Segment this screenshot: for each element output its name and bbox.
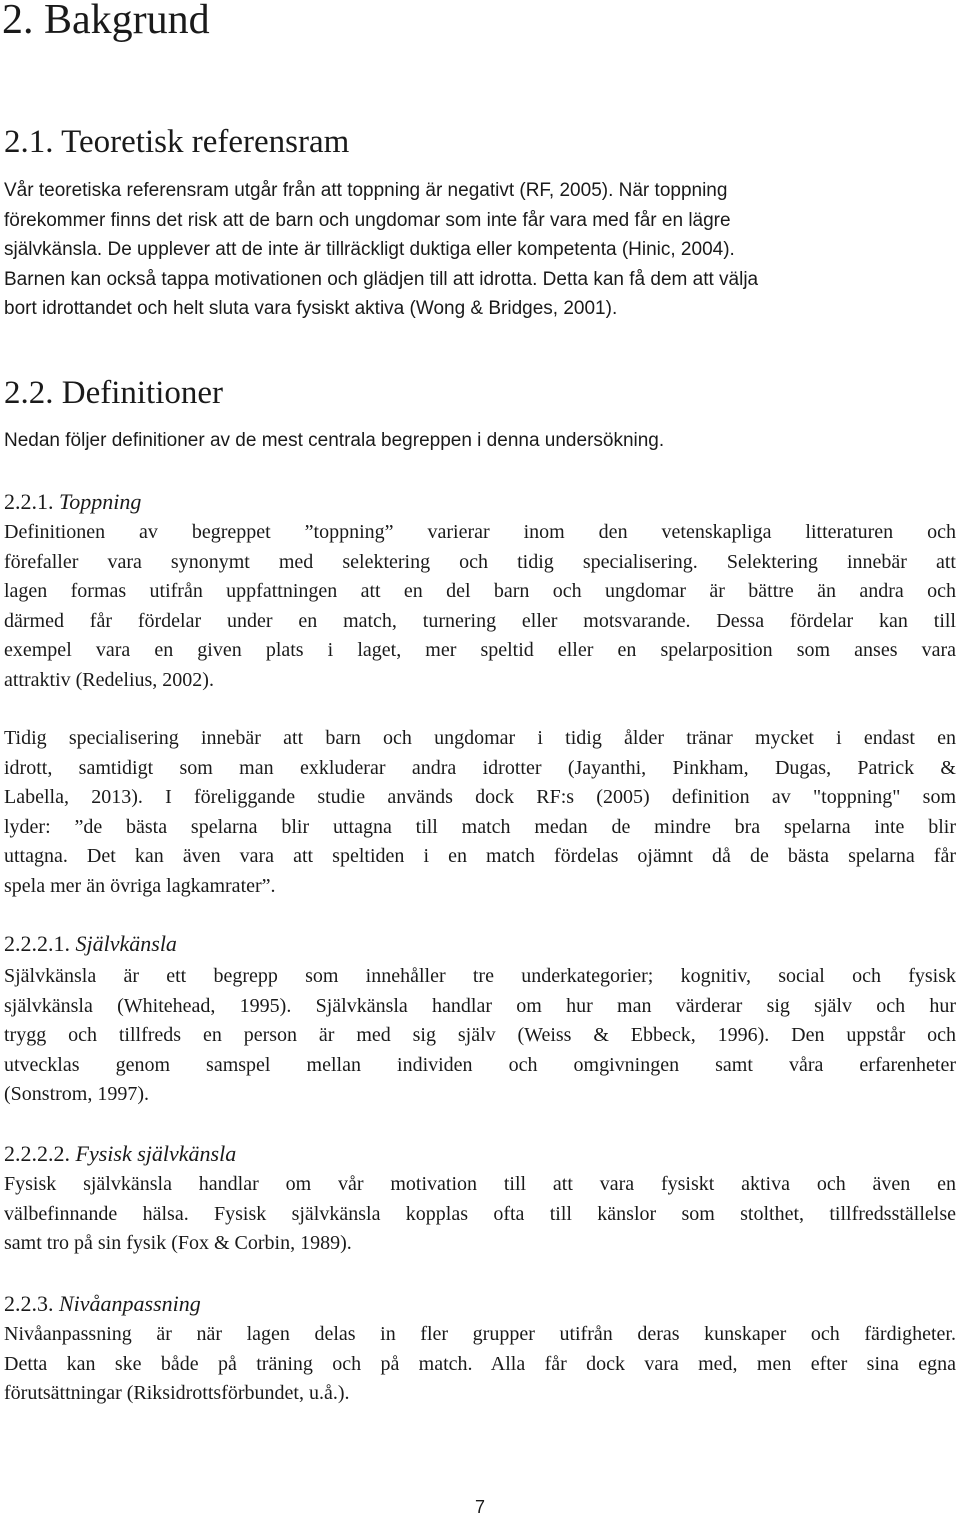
subsection-title: Nivåanpassning <box>59 1291 201 1316</box>
subsection-number: 2.2.2.2. <box>4 1141 70 1166</box>
text-line: förutsättningar (Riksidrottsförbundet, u.å.). <box>4 1382 350 1405</box>
text-line: förekommer finns det risk att de barn och ungdomar som inte får vara med får en lägre <box>4 209 731 231</box>
text-line: Labella, 2013). I föreliggande studie används dock RF:s (2005) definition av "toppning" som <box>4 786 956 809</box>
text-line: välbefinnande hälsa. Fysisk självkänsla kopplas ofta till känslor som stolthet, tillfredsställelse <box>4 1202 956 1225</box>
paragraph-nivaanpassning <box>4 1320 956 1409</box>
paragraph-teoretisk-referensram <box>4 176 956 324</box>
subsection-heading-toppning <box>4 487 141 517</box>
text-line: uttagna. Det kan även vara att speltiden i en match fördelas ojämnt då de bästa spelarna får <box>4 845 956 868</box>
subsection-title: Fysisk självkänsla <box>75 1141 237 1166</box>
paragraph-definitioner <box>4 426 956 456</box>
text-line: Tidig specialisering innebär att barn och ungdomar i tidig ålder tränar mycket i endast en <box>4 727 956 749</box>
subsection-title: Självkänsla <box>75 931 177 956</box>
subsection-number: 2.2.1. <box>4 489 54 514</box>
text-line: Självkänsla är ett begrepp som innehåller tre underkategorier; kognitiv, social och fysisk <box>4 965 956 987</box>
text-line: trygg och tillfreds en person är med sig själv (Weiss & Ebbeck, 1996). Den uppstår och <box>4 1024 956 1047</box>
subsection-title: Toppning <box>59 489 142 514</box>
page-number: 7 <box>474 1497 485 1517</box>
paragraph-tidig-specialisering <box>4 724 956 902</box>
text-line: därmed får fördelar under en match, turnering eller motsvarande. Dessa fördelar kan till <box>4 609 956 632</box>
text-line: (Sonstrom, 1997). <box>4 1083 149 1106</box>
text-line: Detta kan ske både på träning och på match. Alla får dock vara med, men efter sina egna <box>4 1352 956 1375</box>
section-heading-teoretisk-referensram: 2.1. Teoretisk referensram <box>4 124 350 160</box>
text-line: självkänsla. De upplever att de inte är tillräckligt duktiga eller kompetenta (Hinic, 2004). <box>4 239 735 261</box>
text-line: Barnen kan också tappa motivationen och glädjen till att idrotta. Detta kan få dem att välja <box>4 268 759 290</box>
subsection-number: 2.2.3. <box>4 1291 54 1316</box>
text-line: samt tro på sin fysik (Fox & Corbin, 1989). <box>4 1232 352 1255</box>
subsection-heading-sjalvkansla <box>4 929 177 959</box>
text-line: attraktiv (Redelius, 2002). <box>4 668 214 691</box>
text-line: utvecklas genom samspel mellan individen och omgivningen samt våra erfarenheter <box>4 1053 956 1076</box>
subsection-heading-fysisk-sjalvkansla <box>4 1139 236 1169</box>
paragraph-fysisk-sjalvkansla <box>4 1170 956 1259</box>
text-line: förefaller vara synonymt med selektering och tidig specialisering. Selektering innebär att <box>4 550 956 573</box>
section-heading-definitioner: 2.2. Definitioner <box>4 375 224 411</box>
subsection-number: 2.2.2.1. <box>4 931 70 956</box>
text-line: lyder: ”de bästa spelarna blir uttagna till match medan de mindre bra spelarna inte blir <box>4 815 956 838</box>
text-line: Definitionen av begreppet ”toppning” varierar inom den vetenskapliga litteraturen och <box>4 521 956 543</box>
text-line: bort idrottandet och helt sluta vara fysiskt aktiva (Wong & Bridges, 2001). <box>4 298 618 320</box>
text-line: spela mer än övriga lagkamrater”. <box>4 874 276 897</box>
paragraph-toppning-definition <box>4 518 956 696</box>
text-line: exempel vara en given plats i laget, mer speltid eller en spelarposition som anses vara <box>4 639 956 662</box>
text-line: Vår teoretiska referensram utgår från att toppning är negativt (RF, 2005). När toppning <box>4 180 728 201</box>
text-line: Nivåanpassning är när lagen delas in fler grupper utifrån deras kunskaper och färdigheter. <box>4 1323 956 1345</box>
text-line: lagen formas utifrån uppfattningen att en del barn och ungdomar är bättre än andra och <box>4 580 956 603</box>
text-line: Nedan följer definitioner av de mest centrala begreppen i denna undersökning. <box>4 430 665 451</box>
text-line: idrott, samtidigt som man exkluderar andra idrotter (Jayanthi, Pinkham, Dugas, Patrick & <box>4 756 956 779</box>
chapter-heading: 2. Bakgrund <box>2 0 210 43</box>
paragraph-sjalvkansla <box>4 962 956 1110</box>
subsection-heading-nivaanpassning <box>4 1289 201 1319</box>
text-line: Fysisk självkänsla handlar om vår motivation till att vara fysiskt aktiva och även en <box>4 1173 956 1195</box>
text-line: självkänsla (Whitehead, 1995). Självkänsla handlar om hur man värderar sig själv och hur <box>4 994 956 1017</box>
